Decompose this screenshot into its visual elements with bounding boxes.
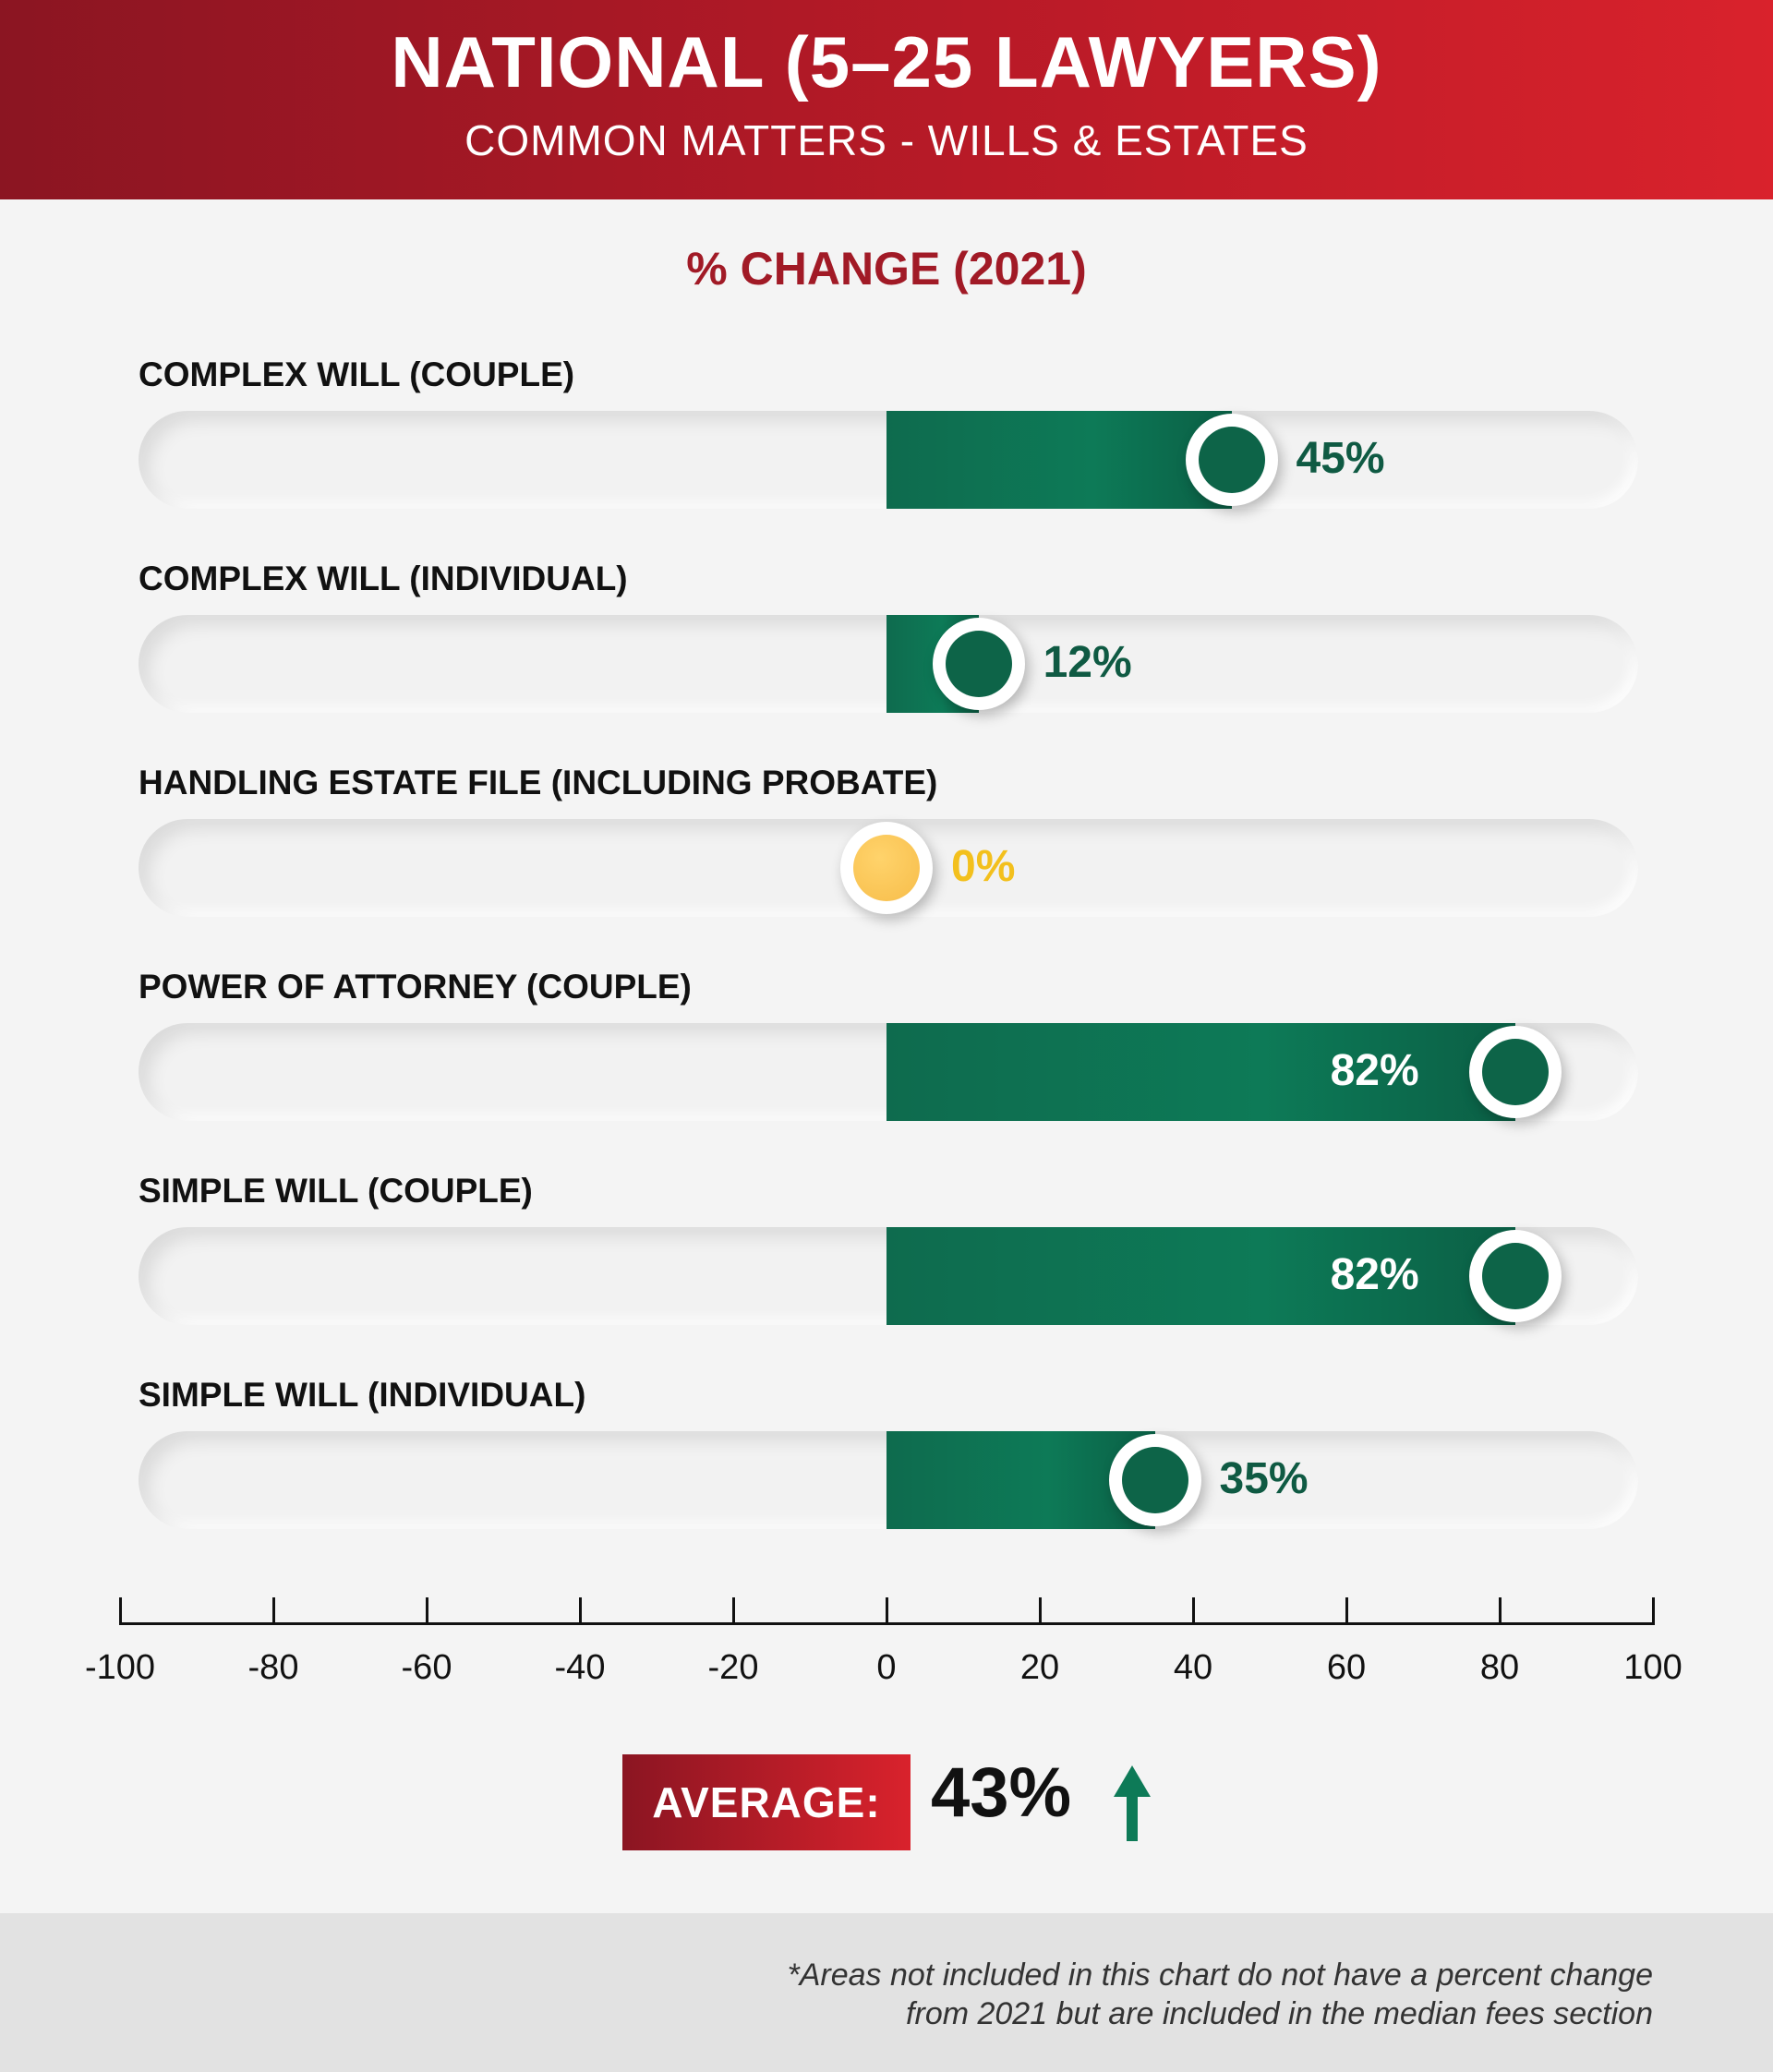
- x-tick-label: -100: [84, 1648, 156, 1687]
- data-label: 82%: [1330, 1250, 1419, 1299]
- x-tick-label: -20: [707, 1648, 759, 1687]
- x-axis-tick: [1652, 1597, 1655, 1625]
- data-label: 0%: [951, 842, 1016, 891]
- zero-marker: [840, 822, 933, 914]
- x-tick-label: 20: [1019, 1648, 1060, 1687]
- x-axis-tick: [272, 1597, 275, 1625]
- category-label: COMPLEX WILL (INDIVIDUAL): [139, 560, 628, 597]
- chart-title: % CHANGE (2021): [686, 243, 1087, 295]
- header-banner: [0, 0, 1773, 199]
- bar-end-marker: [1469, 1230, 1562, 1322]
- bar: [886, 1227, 1515, 1325]
- x-tick-label: -60: [401, 1648, 452, 1687]
- x-axis-tick: [119, 1597, 122, 1625]
- category-label: COMPLEX WILL (COUPLE): [139, 355, 575, 393]
- page-subtitle: COMMON MATTERS - WILLS & ESTATES: [464, 116, 1309, 164]
- x-axis-tick: [1039, 1597, 1042, 1625]
- x-axis-tick: [426, 1597, 428, 1625]
- x-tick-label: 0: [876, 1648, 897, 1687]
- x-axis-tick: [1499, 1597, 1502, 1625]
- x-axis-tick: [732, 1597, 735, 1625]
- data-label: 82%: [1330, 1046, 1419, 1095]
- x-axis-tick: [1192, 1597, 1195, 1625]
- page-title: NATIONAL (5–25 LAWYERS): [391, 21, 1382, 102]
- footer: [0, 1913, 1773, 2072]
- x-tick-label: -40: [554, 1648, 606, 1687]
- data-label: 45%: [1296, 434, 1385, 483]
- x-tick-label: 80: [1479, 1648, 1520, 1687]
- bar-end-marker: [1109, 1434, 1201, 1526]
- x-tick-label: 100: [1623, 1648, 1683, 1687]
- up-arrow-icon: [1112, 1765, 1152, 1841]
- bar-track: [139, 411, 1638, 509]
- bar-track: [139, 615, 1638, 713]
- bar: [886, 1023, 1515, 1121]
- category-label: SIMPLE WILL (COUPLE): [139, 1172, 533, 1210]
- category-label: HANDLING ESTATE FILE (INCLUDING PROBATE): [139, 764, 938, 801]
- footer-note-line-1: *Areas not included in this chart do not have a percent change: [787, 1958, 1653, 1993]
- data-label: 35%: [1219, 1454, 1309, 1503]
- x-axis-tick: [886, 1597, 888, 1625]
- bar-end-marker: [1186, 414, 1278, 506]
- bar-track: [139, 1431, 1638, 1529]
- category-label: POWER OF ATTORNEY (COUPLE): [139, 968, 692, 1006]
- x-axis-tick: [1345, 1597, 1348, 1625]
- bar: [886, 411, 1232, 509]
- data-label: 12%: [1043, 638, 1132, 687]
- bar-end-marker: [933, 618, 1025, 710]
- x-axis-tick: [579, 1597, 582, 1625]
- x-tick-label: 60: [1326, 1648, 1367, 1687]
- category-label: SIMPLE WILL (INDIVIDUAL): [139, 1376, 586, 1414]
- bar-end-marker: [1469, 1026, 1562, 1118]
- average-label: AVERAGE:: [622, 1754, 911, 1850]
- x-tick-label: 40: [1173, 1648, 1213, 1687]
- x-tick-label: -80: [247, 1648, 299, 1687]
- footer-note-line-2: from 2021 but are included in the median fees section: [906, 1996, 1653, 2031]
- average-value: 43%: [931, 1753, 1072, 1832]
